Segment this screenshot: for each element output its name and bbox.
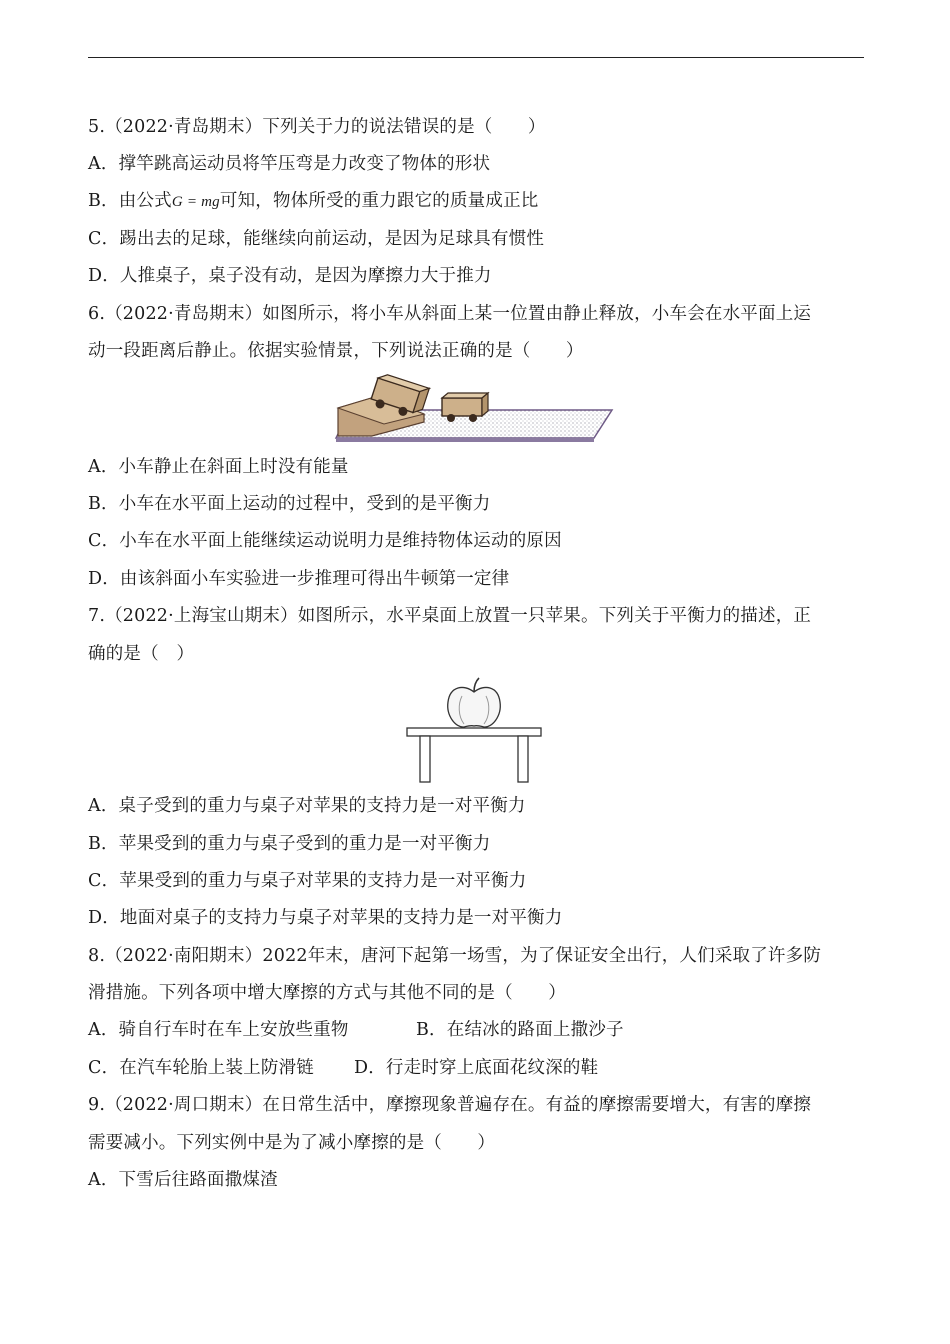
q7-stem-line1: 7.（2022·上海宝山期末）如图所示，水平桌面上放置一只苹果。下列关于平衡力的描述，正: [88, 606, 812, 626]
q8-options-row1: [88, 1018, 878, 1042]
apple: [448, 678, 501, 727]
q8-option-d: D．行走时穿上底面花纹深的鞋: [354, 1058, 599, 1078]
q8-option-c: C．在汽车轮胎上装上防滑链: [88, 1058, 314, 1078]
q7-stem-line2: 确的是（ ）: [88, 644, 195, 664]
q9-option-a: A．下雪后往路面撒煤渣: [88, 1170, 278, 1190]
q6-option-c: C．小车在水平面上能继续运动说明力是维持物体运动的原因: [88, 531, 562, 551]
q5-option-b: [88, 189, 878, 214]
q6-option-b: B．小车在水平面上运动的过程中，受到的是平衡力: [88, 494, 491, 514]
q8-stem-line2: 滑措施。下列各项中增大摩擦的方式与其他不同的是（ ）: [88, 983, 566, 1003]
table: [407, 728, 541, 782]
q9-stem-line1: 9.（2022·周口期末）在日常生活中，摩擦现象普遍存在。有益的摩擦需要增大，有害的摩擦: [88, 1095, 812, 1115]
q7-option-d: D．地面对桌子的支持力与桌子对苹果的支持力是一对平衡力: [88, 908, 563, 928]
q5-stem: 5.（2022·青岛期末）下列关于力的说法错误的是（ ）: [88, 117, 546, 137]
q9-stem-line2: 需要减小。下列实例中是为了减小摩擦的是（ ）: [88, 1133, 496, 1153]
q5-option-b-prefix: B．由公式: [88, 191, 172, 211]
header-rule: [88, 57, 864, 58]
q8-option-a: A．骑自行车时在车上安放些重物: [88, 1020, 349, 1040]
q5-option-a: A．撑竿跳高运动员将竿压弯是力改变了物体的形状: [88, 154, 491, 174]
incline-cart-figure: [332, 374, 616, 442]
q5-option-b-suffix: 可知，物体所受的重力跟它的质量成正比: [219, 191, 539, 211]
q6-option-d: D．由该斜面小车实验进一步推理可得出牛顿第一定律: [88, 569, 510, 589]
q6-option-a: A．小车静止在斜面上时没有能量: [88, 457, 349, 477]
q7-option-a: A．桌子受到的重力与桌子对苹果的支持力是一对平衡力: [88, 796, 526, 816]
q7-option-b: B．苹果受到的重力与桌子受到的重力是一对平衡力: [88, 834, 491, 854]
q8-options-row2: [88, 1056, 878, 1080]
q5-option-d: D．人推桌子，桌子没有动，是因为摩擦力大于推力: [88, 266, 492, 286]
q5-option-c: C．踢出去的足球，能继续向前运动，是因为足球具有惯性: [88, 229, 545, 249]
gravity-formula: G = mg: [171, 194, 220, 210]
q8-stem-line1: 8.（2022·南阳期末）2022年末，唐河下起第一场雪，为了保证安全出行，人们采取了许多防: [88, 946, 822, 966]
q7-option-c: C．苹果受到的重力与桌子对苹果的支持力是一对平衡力: [88, 871, 527, 891]
q6-stem-line1: 6.（2022·青岛期末）如图所示，将小车从斜面上某一位置由静止释放，小车会在水平面上运: [88, 304, 812, 324]
q6-stem-line2: 动一段距离后静止。依据实验情景，下列说法正确的是（ ）: [88, 341, 584, 361]
apple-table-figure: [404, 674, 544, 786]
q8-option-b: B．在结冰的路面上撒沙子: [416, 1020, 624, 1040]
